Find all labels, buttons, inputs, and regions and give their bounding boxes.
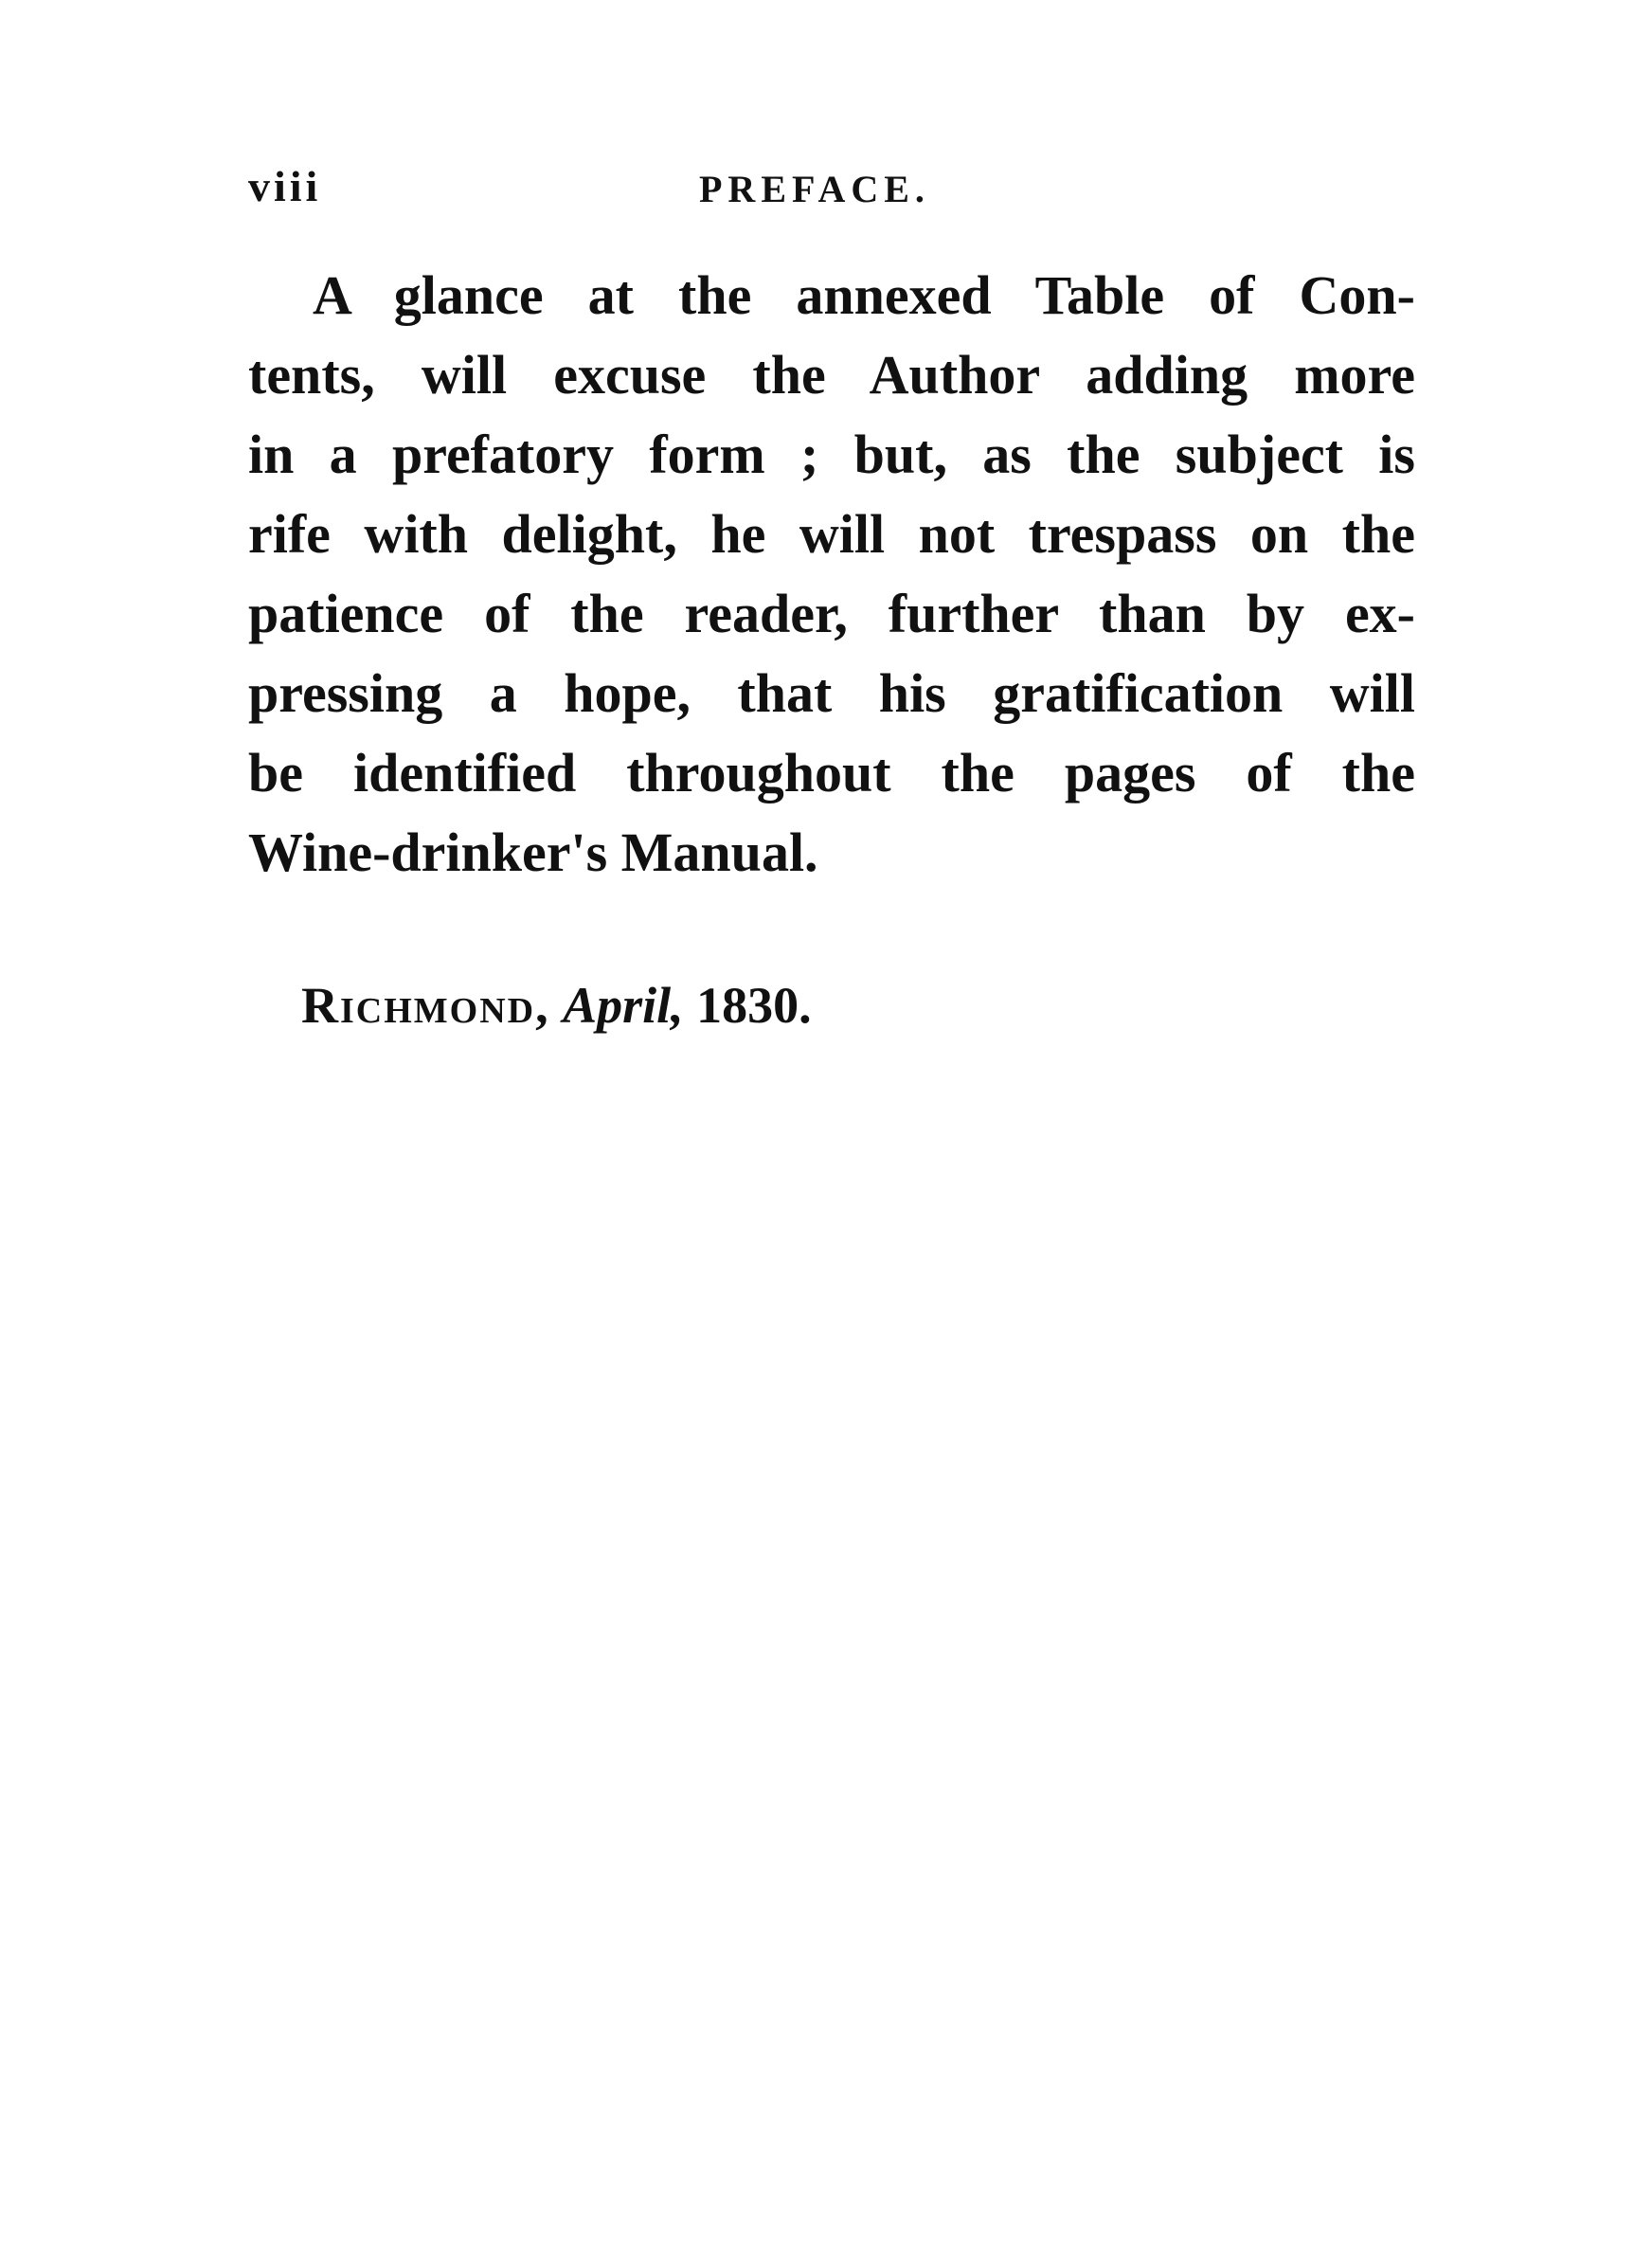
text-line: A glance at the annexed Table of Con- xyxy=(313,264,1415,326)
preface-paragraph xyxy=(248,256,1415,893)
running-header xyxy=(248,161,1413,218)
signature-year: 1830. xyxy=(696,977,812,1034)
page-number: viii xyxy=(248,162,322,210)
text-line: be identified throughout the pages of the xyxy=(248,742,1415,803)
signature-line xyxy=(301,976,812,1035)
text-line: tents, will excuse the Author adding more xyxy=(248,344,1415,406)
text-line: pressing a hope, that his gratification will xyxy=(248,662,1415,724)
text-line: rife with delight, he will not trespass on the xyxy=(248,503,1415,565)
text-line: patience of the reader, further than by ex- xyxy=(248,583,1415,644)
signature-place: Richmond, xyxy=(301,977,550,1034)
text-line: Wine-drinker's Manual. xyxy=(248,822,818,883)
signature-month: April, xyxy=(563,977,684,1034)
running-title: PREFACE. xyxy=(699,168,930,210)
text-line: in a prefatory form ; but, as the subject is xyxy=(248,424,1415,485)
